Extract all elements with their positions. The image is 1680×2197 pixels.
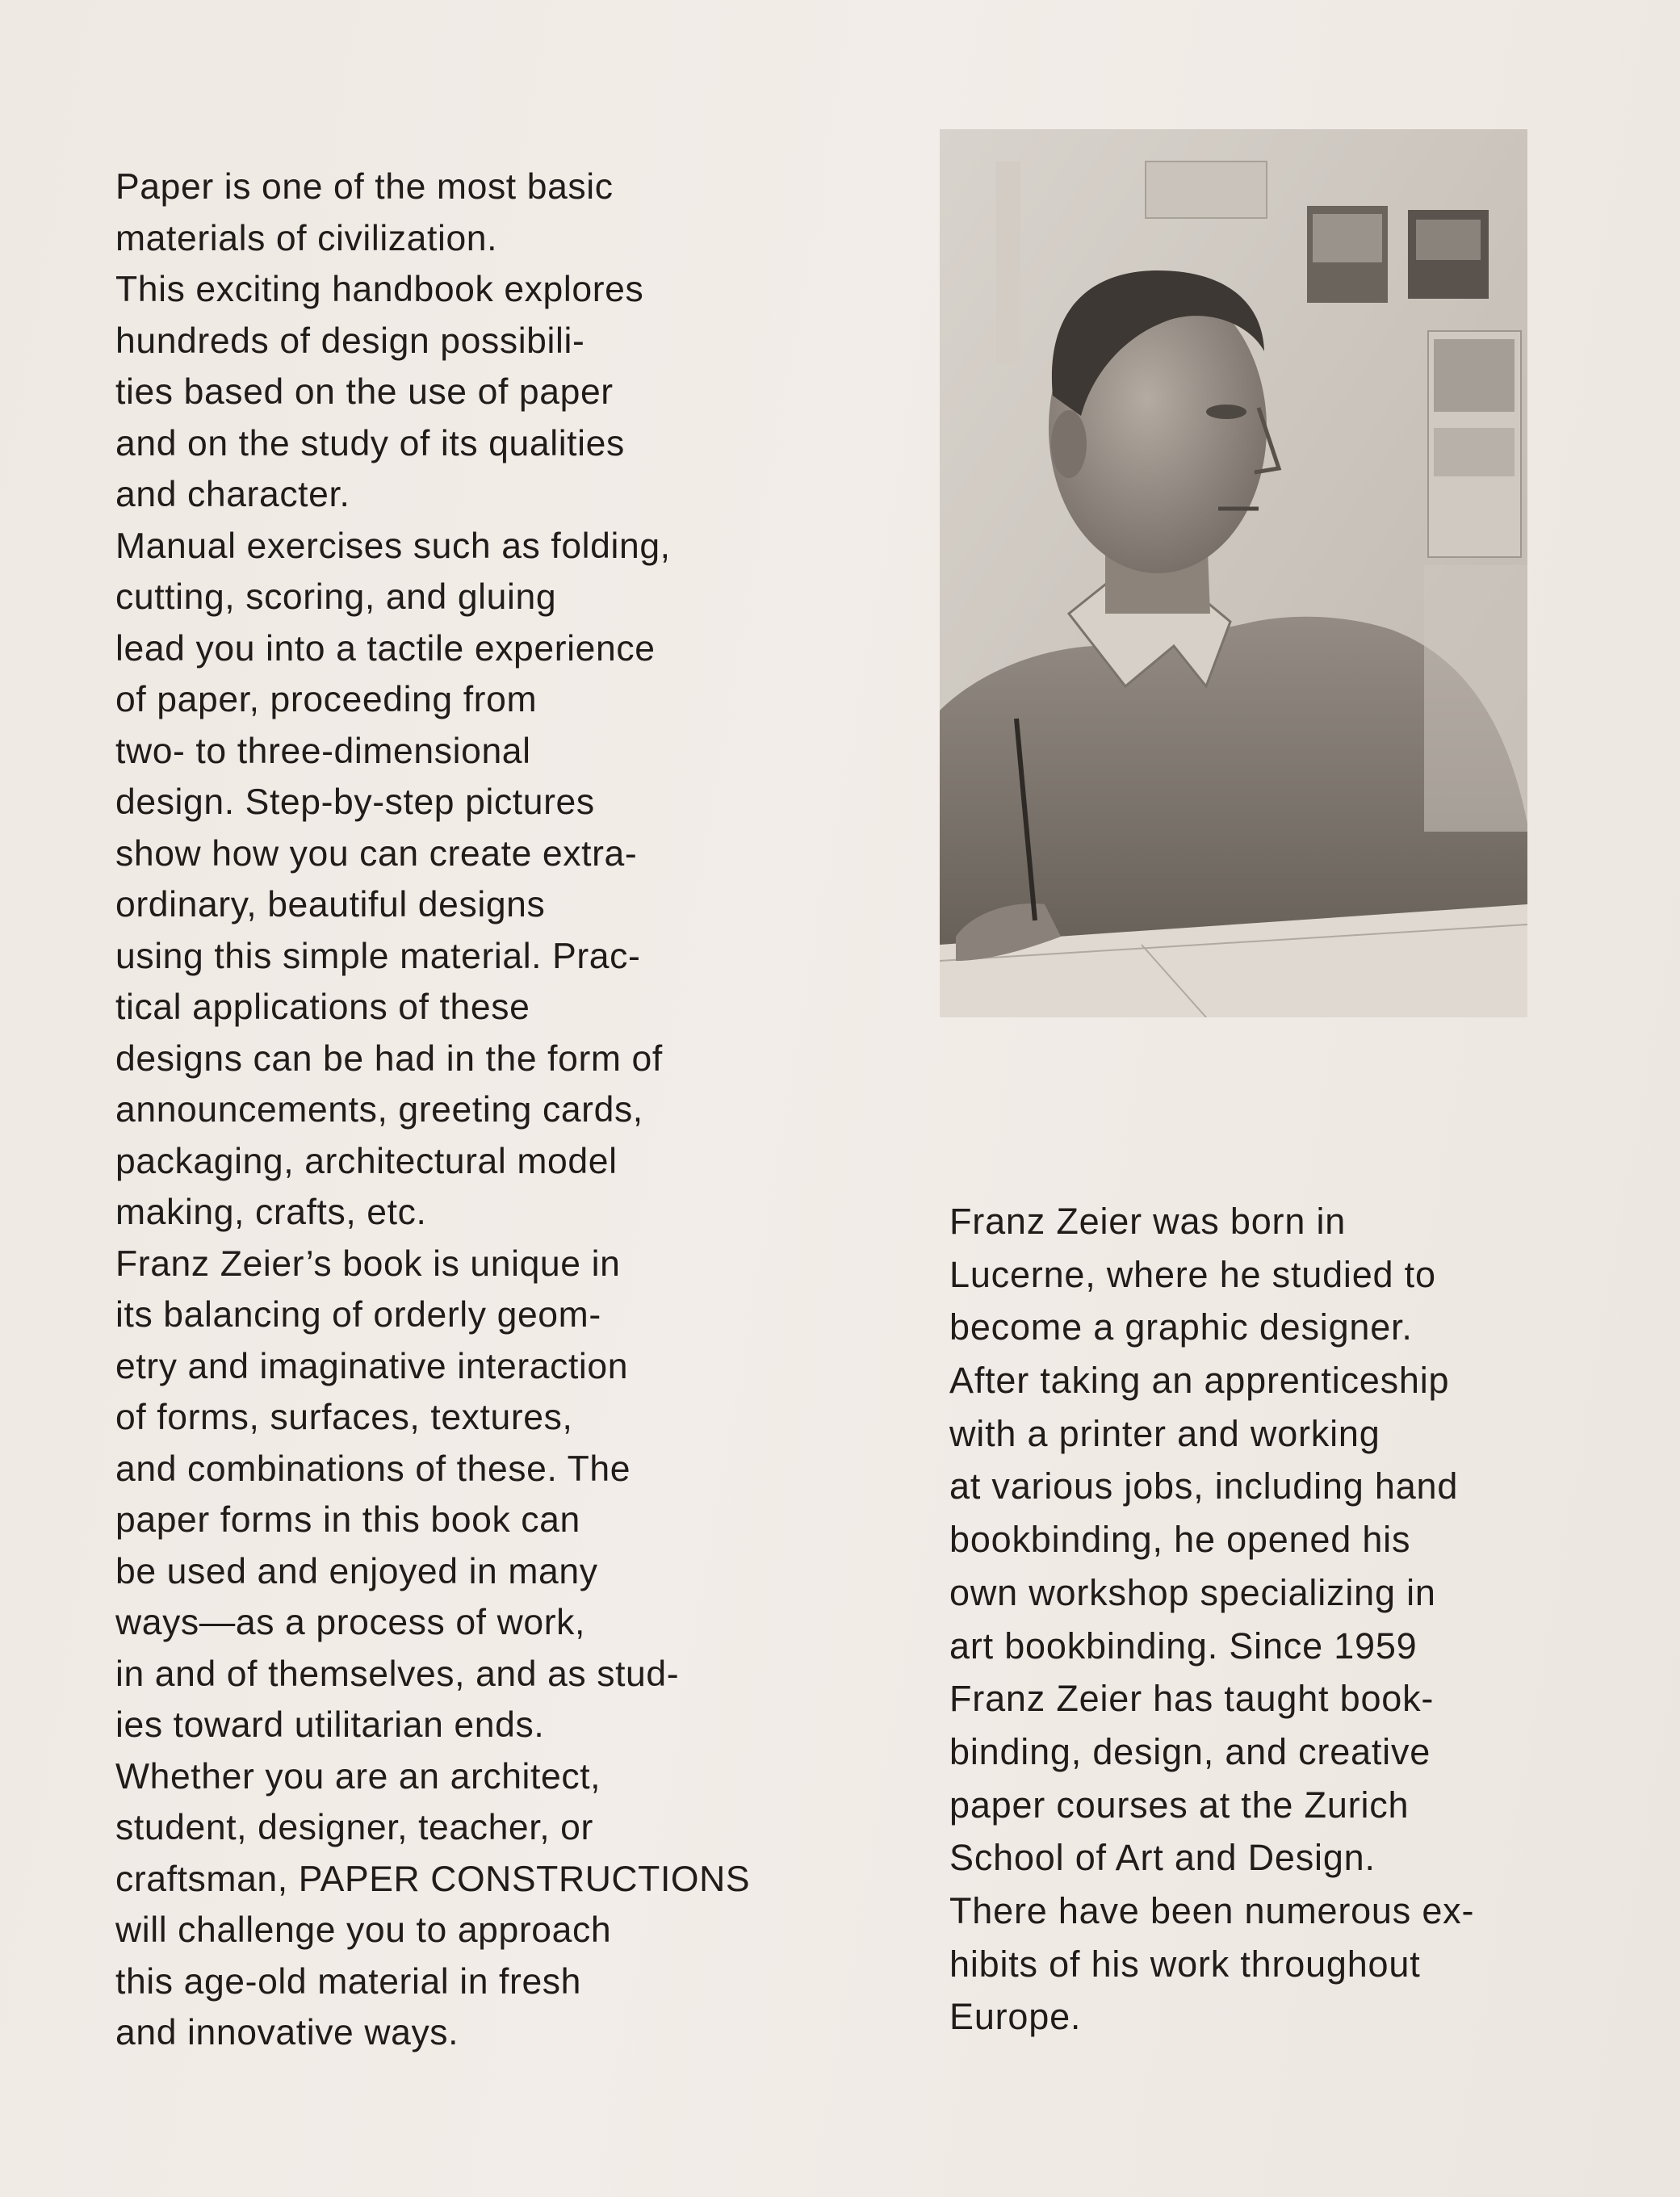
intro-line: and combinations of these. The (115, 1449, 631, 1489)
intro-line: lead you into a tactile experience (115, 628, 656, 669)
bio-line: with a printer and working (949, 1412, 1380, 1454)
intro-line: Whether you are an architect, (115, 1756, 601, 1797)
bio-line: hibits of his work throughout (949, 1943, 1421, 1985)
intro-line: tical applications of these (115, 987, 530, 1027)
bio-line: After taking an apprenticeship (949, 1360, 1450, 1402)
bio-line: art bookbinding. Since 1959 (949, 1625, 1418, 1667)
intro-line: its balancing of orderly geom- (115, 1295, 601, 1335)
intro-line: be used and enjoyed in many (115, 1551, 598, 1591)
intro-line: paper forms in this book can (115, 1500, 580, 1540)
bio-line: Lucerne, where he studied to (949, 1253, 1436, 1295)
intro-line: hundreds of design possibili- (115, 321, 585, 361)
intro-line: of forms, surfaces, textures, (115, 1398, 573, 1437)
intro-line: cutting, scoring, and gluing (115, 577, 557, 617)
intro-line: two- to three-dimensional (115, 731, 531, 771)
bio-line: own workshop specializing in (949, 1571, 1436, 1613)
intro-line: ties based on the use of paper (115, 372, 614, 412)
intro-line: Paper is one of the most basic (115, 167, 614, 207)
intro-line: using this simple material. Prac- (115, 936, 641, 976)
intro-line: in and of themselves, and as stud- (115, 1654, 680, 1694)
intro-line: ies toward utilitarian ends. (115, 1705, 545, 1745)
intro-line: Manual exercises such as folding, (115, 526, 671, 566)
bio-line: There have been numerous ex- (949, 1889, 1475, 1931)
bio-line: Franz Zeier was born in (949, 1201, 1347, 1242)
intro-line: materials of civilization. (115, 218, 498, 258)
intro-line: and innovative ways. (115, 2013, 459, 2052)
intro-line: show how you can create extra- (115, 833, 638, 874)
intro-line: design. Step-by-step pictures (115, 782, 595, 822)
intro-line: ordinary, beautiful designs (115, 885, 546, 925)
intro-line: making, crafts, etc. (115, 1193, 427, 1232)
intro-line: ways—as a process of work, (115, 1603, 585, 1642)
intro-line: designs can be had in the form of (115, 1038, 663, 1079)
intro-line: packaging, architectural model (115, 1141, 618, 1181)
bio-line: School of Art and Design. (949, 1837, 1376, 1879)
bio-line: Europe. (949, 1996, 1082, 2038)
intro-line: student, designer, teacher, or (115, 1808, 593, 1847)
bio-line: Franz Zeier has taught book- (949, 1678, 1435, 1720)
intro-line: etry and imaginative interaction (115, 1346, 629, 1386)
intro-text-column (115, 161, 890, 2059)
intro-line: will challenge you to approach (115, 1910, 612, 1950)
bio-line: paper courses at the Zurich (949, 1784, 1410, 1826)
bio-line: binding, design, and creative (949, 1730, 1431, 1772)
author-bio-column (949, 1195, 1628, 2044)
bio-line: bookbinding, he opened his (949, 1519, 1411, 1561)
bio-line: become a graphic designer. (949, 1306, 1413, 1348)
bio-line: at various jobs, including hand (949, 1465, 1459, 1507)
intro-line: This exciting handbook explores (115, 270, 644, 309)
author-portrait-illustration (940, 129, 1527, 1017)
author-portrait-photo (940, 129, 1527, 1017)
intro-line: Franz Zeier’s book is unique in (115, 1243, 621, 1284)
intro-line: and character. (115, 475, 350, 514)
intro-line: and on the study of its qualities (115, 423, 625, 463)
intro-line: this age-old material in fresh (115, 1961, 581, 2002)
intro-line: announcements, greeting cards, (115, 1090, 643, 1130)
intro-line: craftsman, PAPER CONSTRUCTIONS (115, 1859, 751, 1899)
intro-line: of paper, proceeding from (115, 680, 538, 719)
